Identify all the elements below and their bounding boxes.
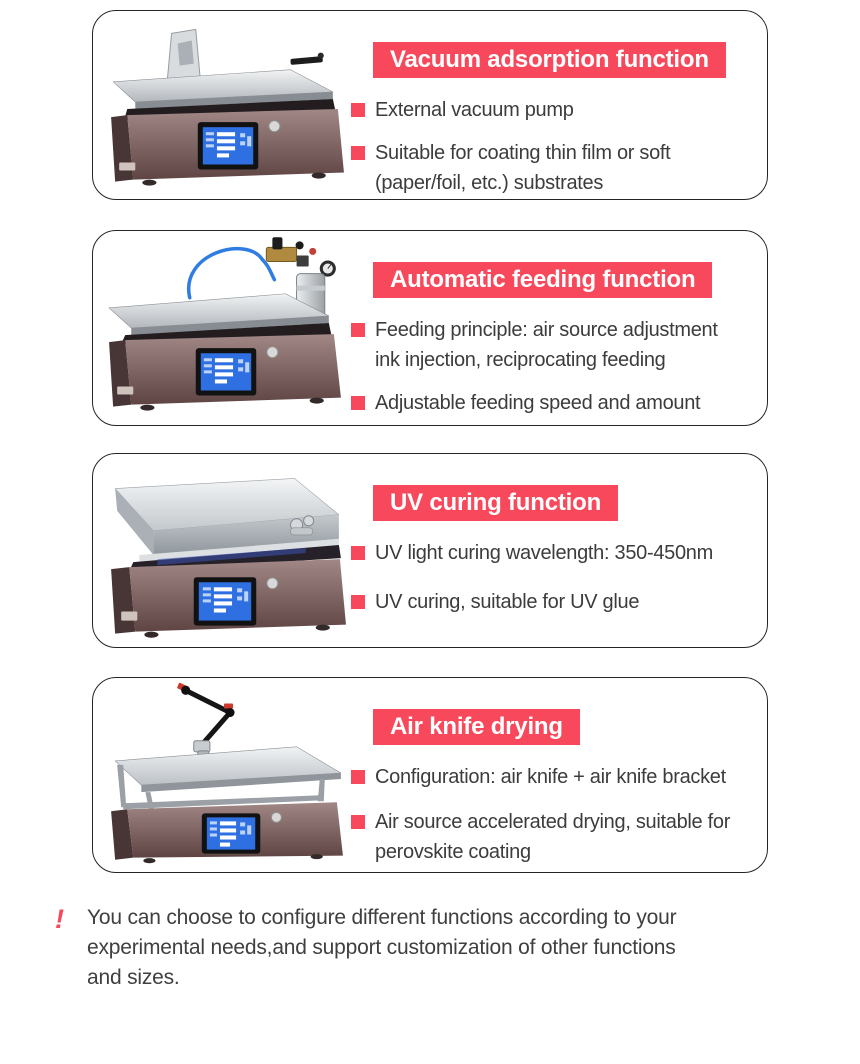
uv-curing-machine-photo bbox=[99, 458, 351, 640]
bullet-text: Configuration: air knife + air knife bracket bbox=[375, 766, 726, 788]
bullet-square-icon bbox=[351, 103, 365, 117]
bullet-text: perovskite coating bbox=[375, 841, 531, 863]
bullet-text: Suitable for coating thin film or soft bbox=[375, 142, 671, 164]
bullet-square-icon bbox=[351, 595, 365, 609]
bullet-square-icon bbox=[351, 546, 365, 560]
exclamation-icon: ! bbox=[55, 904, 64, 934]
bullet-item bbox=[351, 138, 755, 198]
bullet-text: UV light curing wavelength: 350-450nm bbox=[375, 542, 713, 564]
feature-title-banner bbox=[373, 709, 580, 745]
feature-card-air-knife-drying bbox=[92, 677, 768, 873]
bullet-square-icon bbox=[351, 770, 365, 784]
feature-title: UV curing function bbox=[390, 489, 602, 516]
bullet-text: ink injection, reciprocating feeding bbox=[375, 349, 666, 371]
bullet-item bbox=[351, 315, 755, 375]
note-text: and sizes. bbox=[87, 966, 180, 989]
feature-card-automatic-feeding bbox=[92, 230, 768, 426]
bullet-item bbox=[351, 807, 755, 867]
air-knife-drying-machine-photo bbox=[99, 682, 351, 864]
bullet-square-icon bbox=[351, 396, 365, 410]
feature-title-banner bbox=[373, 262, 712, 298]
bullet-text: Feeding principle: air source adjustment bbox=[375, 319, 718, 341]
note-text: You can choose to configure different functions according to your bbox=[87, 906, 677, 929]
customization-note bbox=[55, 903, 785, 993]
bullet-square-icon bbox=[351, 146, 365, 160]
bullet-square-icon bbox=[351, 323, 365, 337]
note-text: experimental needs,and support customization of other functions bbox=[87, 936, 676, 959]
bullet-item bbox=[351, 762, 755, 792]
bullet-item bbox=[351, 587, 755, 617]
feature-card-uv-curing bbox=[92, 453, 768, 648]
automatic-feeding-machine-photo bbox=[99, 235, 351, 417]
bullet-text: (paper/foil, etc.) substrates bbox=[375, 172, 604, 194]
bullet-square-icon bbox=[351, 815, 365, 829]
feature-title: Vacuum adsorption function bbox=[390, 46, 709, 73]
bullet-item bbox=[351, 388, 755, 418]
bullet-text: Air source accelerated drying, suitable for bbox=[375, 811, 731, 833]
vacuum-adsorption-machine-photo bbox=[99, 15, 351, 197]
bullet-item bbox=[351, 95, 755, 125]
bullet-text: Adjustable feeding speed and amount bbox=[375, 392, 701, 414]
bullet-item bbox=[351, 538, 755, 568]
feature-title-banner bbox=[373, 485, 618, 521]
feature-title-banner bbox=[373, 42, 726, 78]
feature-title: Air knife drying bbox=[390, 713, 563, 740]
feature-card-vacuum-adsorption bbox=[92, 10, 768, 200]
bullet-text: External vacuum pump bbox=[375, 99, 574, 121]
feature-title: Automatic feeding function bbox=[390, 266, 696, 293]
bullet-text: UV curing, suitable for UV glue bbox=[375, 591, 640, 613]
